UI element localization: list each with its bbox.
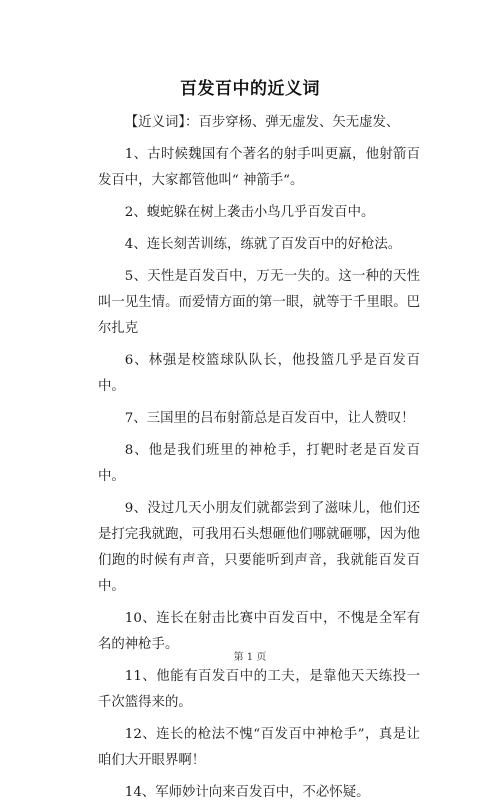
paragraph-example-7: 7、三国里的吕布射箭总是百发百中，让人赞叹！ bbox=[124, 411, 415, 426]
page-title: 百发百中的近义词 bbox=[180, 79, 320, 99]
paragraph-synonyms: 【近义词】：百步穿杨、弹无虚发、矢无虚发、 bbox=[124, 115, 400, 130]
paragraph-example-4: 4、连长刻苦训练，练就了百发百中的好枪法。 bbox=[124, 237, 402, 252]
paragraph-example-6: 6、林强是校篮球队队长，他投篮几乎是百发百中。 bbox=[98, 353, 420, 394]
paragraph-example-5: 5、天性是百发百中，万无一失的。这一种的天性叫一见生情。而爱情方面的第一眼，就等于千里眼。巴尔扎克 bbox=[98, 269, 420, 336]
paragraph-example-12: 12、连长的枪法不愧“百发百中神枪手”，真是让咱们大开眼界啊！ bbox=[98, 727, 420, 768]
paragraph-example-2: 2、蝮蛇躲在树上袭击小鸟几乎百发百中。 bbox=[124, 205, 375, 220]
paragraph-example-8: 8、他是我们班里的神枪手，打靶时老是百发百中。 bbox=[98, 443, 420, 484]
paragraph-example-10: 10、连长在射击比赛中百发百中，不愧是全军有名的神枪手。 bbox=[98, 611, 420, 652]
paragraph-example-11: 11、他能有百发百中的工夫，是靠他天天练投一千次篮得来的。 bbox=[98, 669, 420, 710]
paragraph-example-14: 14、军师妙计向来百发百中，不必怀疑。 bbox=[124, 785, 370, 800]
paragraph-example-1: 1、古时候魏国有个著名的射手叫更羸，他射箭百发百中，大家都管他叫“ 神箭手“。 bbox=[98, 147, 420, 188]
document-body bbox=[98, 110, 420, 812]
page-number: 第 1 页 bbox=[233, 652, 267, 663]
paragraph-example-9: 9、没过几天小朋友们就都尝到了滋味儿，他们还是打完我就跑，可我用石头想砸他们哪就砸哪，因为他们跑的时候有声音，只要能听到声音，我就能百发百中。 bbox=[98, 501, 420, 594]
